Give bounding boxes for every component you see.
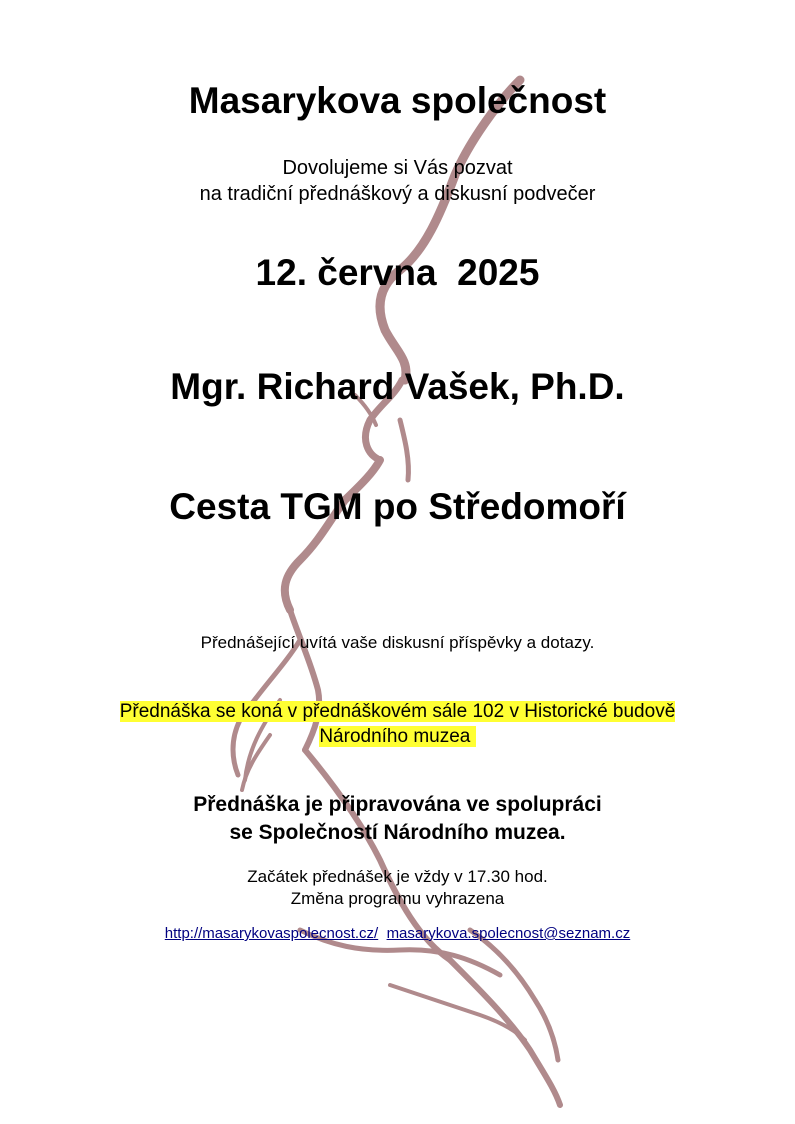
schedule-line-2: Změna programu vyhrazena bbox=[290, 889, 505, 908]
cooperation-line-2: se Společností Národního muzea. bbox=[229, 821, 566, 844]
website-link[interactable]: http://masarykovaspolecnost.cz/ bbox=[164, 925, 379, 942]
cooperation-info bbox=[0, 791, 795, 847]
discussion-note: Přednášející uvítá vaše diskusní příspěvky a dotazy. bbox=[200, 633, 595, 652]
invitation-line-2: na tradiční přednáškový a diskusní podvečer bbox=[199, 183, 596, 205]
invitation-text bbox=[0, 155, 795, 207]
cooperation-line-1: Přednáška je připravována ve spolupráci bbox=[193, 793, 602, 816]
event-date: 12. června 2025 bbox=[255, 252, 540, 293]
page-title: Masarykova společnost bbox=[188, 80, 607, 121]
schedule-info bbox=[0, 866, 795, 910]
email-link[interactable]: masarykova.spolecnost@seznam.cz bbox=[386, 925, 631, 942]
contact-links bbox=[0, 924, 795, 944]
speaker-name: Mgr. Richard Vašek, Ph.D. bbox=[170, 366, 625, 407]
lecture-topic: Cesta TGM po Středomoří bbox=[169, 486, 626, 527]
invitation-line-1: Dovolujeme si Vás pozvat bbox=[282, 157, 513, 179]
venue-line-2: Národního muzea bbox=[319, 726, 476, 747]
venue-info bbox=[0, 699, 795, 749]
venue-line-1: Přednáška se koná v přednáškovém sále 102 v Historické budově bbox=[119, 701, 676, 722]
schedule-line-1: Začátek přednášek je vždy v 17.30 hod. bbox=[247, 867, 548, 886]
